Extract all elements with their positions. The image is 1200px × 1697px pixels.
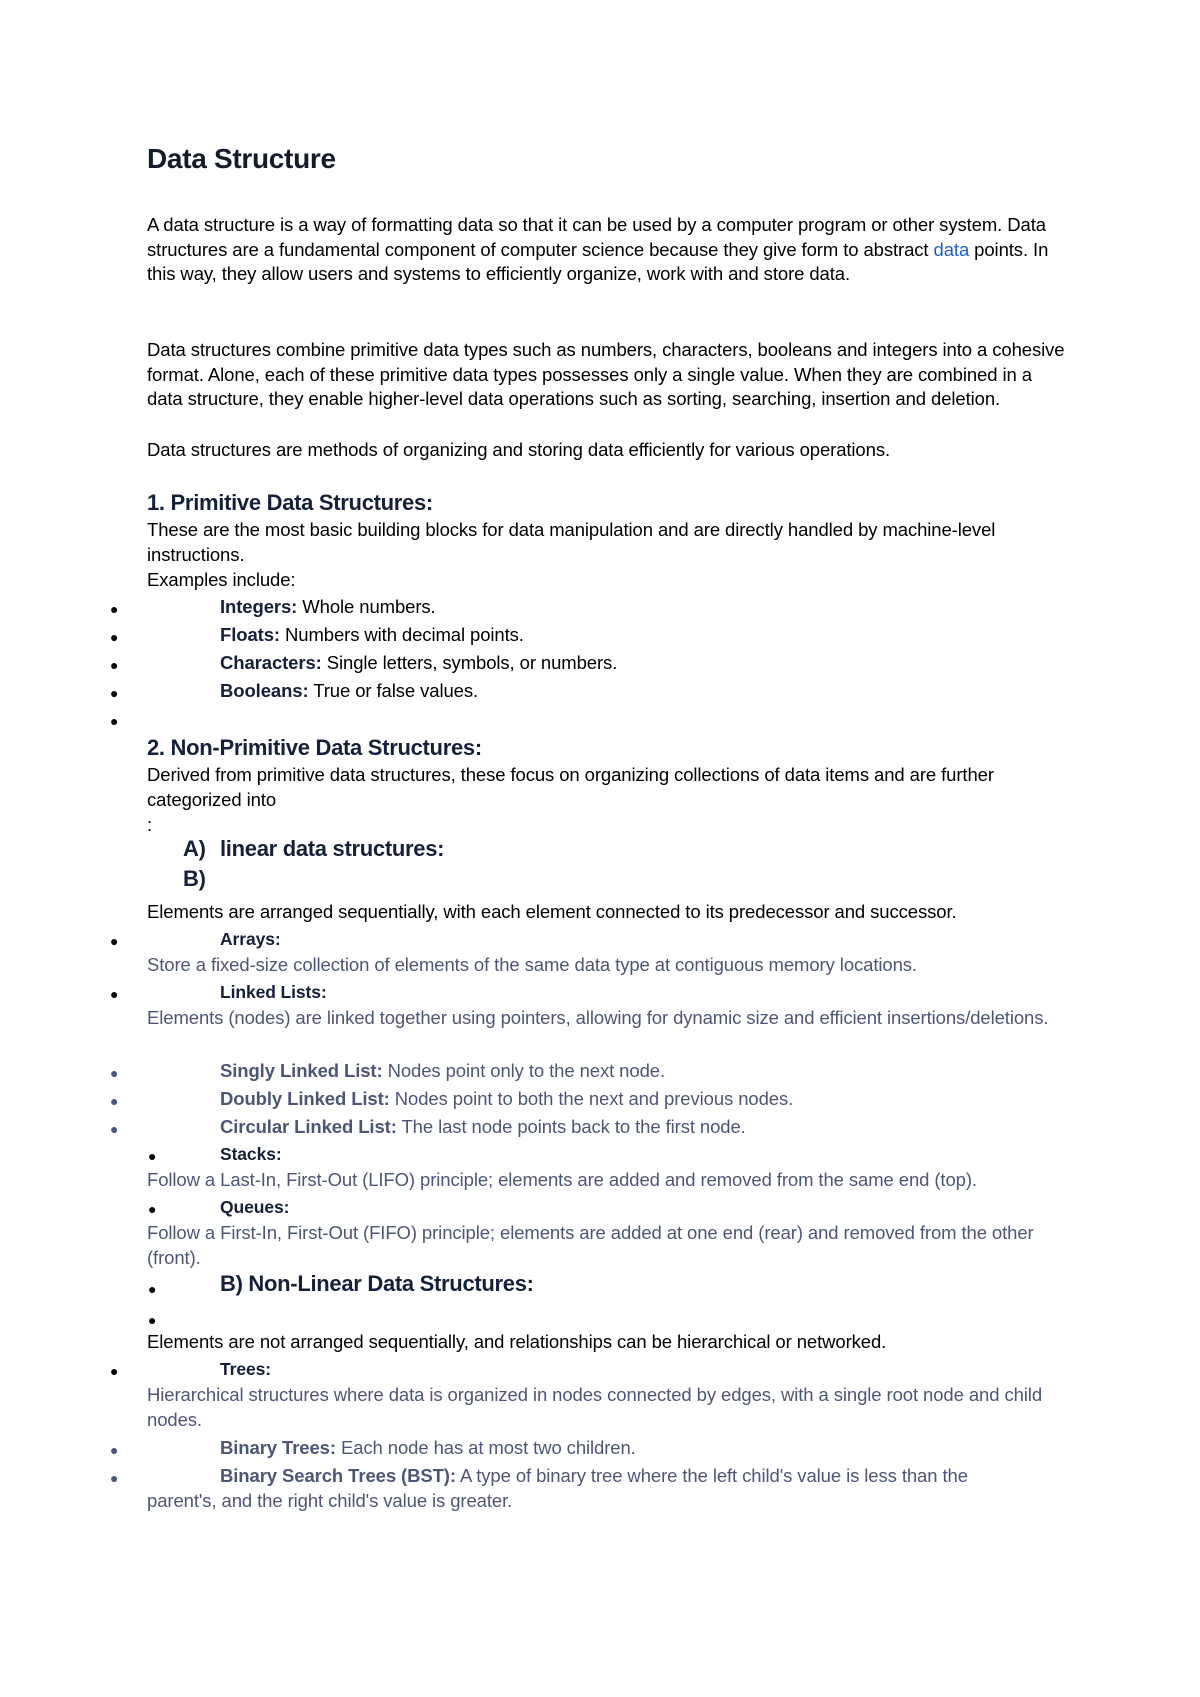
bullet-icon: ● <box>110 1093 119 1109</box>
trees-description: Hierarchical structures where data is organized in nodes connected by edges, with a single root node and child nodes. <box>147 1384 1043 1430</box>
bullet-icon: ● <box>148 1148 157 1164</box>
intro-paragraph-2: Data structures combine primitive data types such as numbers, characters, booleans and integers into a cohesive format. Alone, each of these primitive data types possesses only a single value. When they are combined in a data structure, they enable higher-level data operations such as sorting, searching, insertion and deletion. <box>147 339 1065 410</box>
bullet-icon: ● <box>110 685 119 701</box>
linked-lists-description: Elements (nodes) are linked together using pointers, allowing for dynamic size and efficient insertions/deletions. <box>147 1007 1049 1028</box>
sub-marker-b: B) <box>183 866 206 891</box>
nonprimitive-description: Derived from primitive data structures, these focus on organizing collections of data items and are further categorized into <box>147 764 994 810</box>
queues-description: Follow a First-In, First-Out (FIFO) principle; elements are added at one end (rear) and removed from the other (front). <box>147 1222 1034 1268</box>
stacks-term: Stacks: <box>220 1144 282 1164</box>
bullet-icon: ● <box>110 933 119 949</box>
data-link[interactable]: data <box>933 238 970 260</box>
arrays-term: Arrays: <box>220 929 281 949</box>
page-title: Data Structure <box>147 143 336 174</box>
sub-marker-a: A) <box>183 836 206 861</box>
nonlinear-description: Elements are not arranged sequentially, and relationships can be hierarchical or networked. <box>147 1331 887 1352</box>
bullet-icon: ● <box>110 601 119 617</box>
bullet-icon: ● <box>110 1442 119 1458</box>
list-item-circular-linked: Circular Linked List: The last node points back to the first node. <box>220 1116 746 1137</box>
bullet-icon: ● <box>148 1281 157 1297</box>
primitive-description: These are the most basic building blocks for data manipulation and are directly handled by machine-level instructions. <box>147 519 996 565</box>
intro-text-a: A data structure is a way of formatting data so that it can be used by a computer program or other system. Data structures are a fundamental component of computer science because they give form to abstract <box>147 214 1046 260</box>
nonlinear-heading: B) Non-Linear Data Structures: <box>220 1271 534 1296</box>
bullet-icon: ● <box>110 657 119 673</box>
linked-lists-term: Linked Lists: <box>220 982 327 1002</box>
linear-description: Elements are arranged sequentially, with each element connected to its predecessor and successor. <box>147 901 957 922</box>
list-item-floats: Floats: Numbers with decimal points. <box>220 624 524 645</box>
intro-paragraph-3: Data structures are methods of organizing and storing data efficiently for various operations. <box>147 439 891 460</box>
bullet-icon: ● <box>110 713 119 729</box>
intro-paragraph-1 <box>147 213 1067 287</box>
bullet-icon: ● <box>148 1201 157 1217</box>
list-item-bst: Binary Search Trees (BST): A type of binary tree where the left child's value is less than the parent's, and the right child's value is greater. <box>147 1465 968 1511</box>
stacks-description: Follow a Last-In, First-Out (LIFO) principle; elements are added and removed from the same end (top). <box>147 1169 977 1190</box>
trees-term: Trees: <box>220 1359 271 1379</box>
examples-label: Examples include: <box>147 569 296 590</box>
primitive-heading: 1. Primitive Data Structures: <box>147 490 433 515</box>
bullet-icon: ● <box>110 1065 119 1081</box>
bullet-icon: ● <box>110 1121 119 1137</box>
nonprimitive-heading: 2. Non-Primitive Data Structures: <box>147 735 482 760</box>
list-item-doubly-linked: Doubly Linked List: Nodes point to both the next and previous nodes. <box>220 1088 794 1109</box>
bullet-icon: ● <box>148 1312 157 1328</box>
list-item-binary-trees: Binary Trees: Each node has at most two children. <box>220 1437 636 1458</box>
intro-text-b: points. In this way, they allow users and systems to efficiently organize, work with and store data. <box>147 238 1049 285</box>
bullet-icon: ● <box>110 629 119 645</box>
list-item-booleans: Booleans: True or false values. <box>220 680 479 701</box>
colon-text: : <box>147 814 153 835</box>
queues-term: Queues: <box>220 1197 290 1217</box>
bullet-icon: ● <box>110 1363 119 1379</box>
list-item-characters: Characters: Single letters, symbols, or numbers. <box>220 652 618 673</box>
list-item-singly-linked: Singly Linked List: Nodes point only to the next node. <box>220 1060 665 1081</box>
arrays-description: Store a fixed-size collection of elements of the same data type at contiguous memory locations. <box>147 954 917 975</box>
linear-heading: linear data structures: <box>220 836 445 861</box>
list-item-integers: Integers: Whole numbers. <box>220 596 436 617</box>
bullet-icon: ● <box>110 1470 119 1486</box>
bullet-icon: ● <box>110 986 119 1002</box>
